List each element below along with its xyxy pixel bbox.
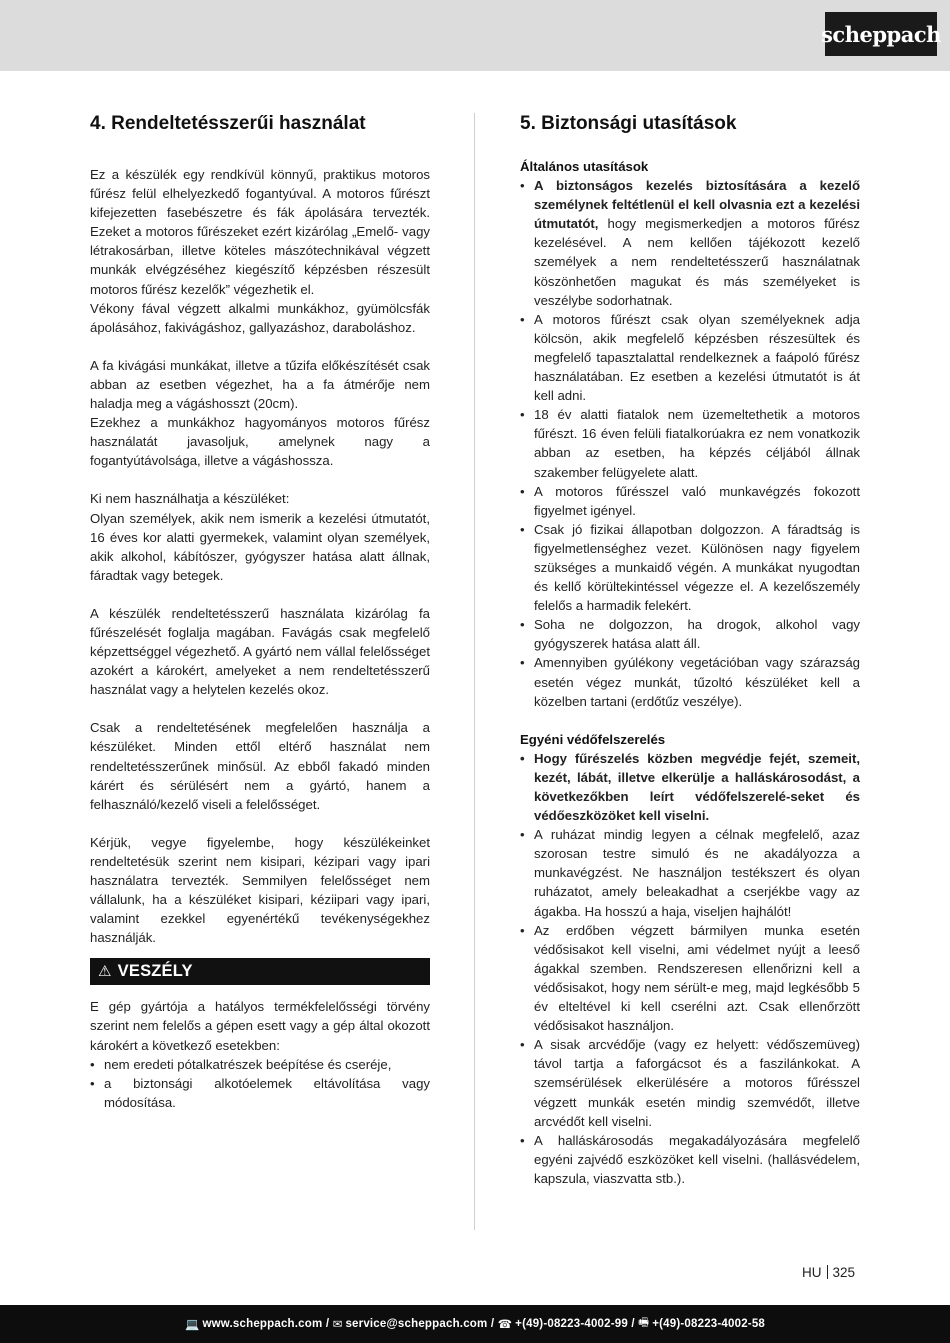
list-item: • Az erdőben végzett bármilyen munka esetén védősisakot kell viselni, ami védelmet nyújt a leeső ágakkal szemben. Rendszeresen ellenőrizni kell a védősisakot, hogy nem sérült-e meg, majd legkésőbb 5 év elteltével ki kell cserélni azt. Csak ellenőrzött védősisakot használjon. [520, 921, 860, 1036]
footer-phone: +(49)-08223-4002-99 [515, 1318, 628, 1330]
footer-web: www.scheppach.com [202, 1318, 323, 1330]
header-bar [0, 0, 950, 71]
list-item: • Soha ne dolgozzon, ha drogok, alkohol vagy gyógyszerek hatása alatt áll. [520, 615, 860, 653]
subheading-ppe: Egyéni védőfelszerelés [520, 731, 666, 747]
footer-bar [0, 1305, 950, 1343]
list-item: • Csak jó fizikai állapotban dolgozzon. A fáradtság is figyelmetlenséghez vezet. Különösen nagy figyelem szükséges a munkaidő végén. A munkákat nyugodtan és kellő körültekintéssel végezze el. A kezelőszemély felelős a harmadik felekért. [520, 520, 860, 615]
lead-bold: A biztonságos kezelés biztosítására a kezelő személynek feltétlenül el kell olvasnia ezt a kezelési útmutatót, [534, 178, 860, 232]
list-item: • A halláskárosodás megakadályozására megfelelő egyéni zajvédő eszközöket kell viselni. (hallásvédelem, kapszula, viaszvatta stb.). [520, 1131, 860, 1188]
footer-separator: / [322, 1318, 333, 1330]
email-icon: ✉ [332, 1319, 343, 1331]
paragraph: A készülék rendeltetésszerű használata kizárólag fa fűrészelését foglalja magában. Favágás csak megfelelő képzettséggel végezhető. A gyártó nem vállal felelősséget azokért a károkért, amelyeket a nem rendeltetésszerű használat vagy a helytelen kezelés okoz. [90, 605, 430, 698]
list-item: • Hogy fűrészelés közben megvédje fejét, szemeit, kezét, lábát, illetve elkerülje a halláskárosodást, a következőkben leírt védőfelszerelé-seket és védőeszközöket kell viselni. [520, 749, 860, 825]
footer-separator: / [627, 1318, 639, 1330]
ppe-list [520, 749, 860, 1188]
scheppach-logo: scheppach [825, 12, 937, 56]
list-item: • A ruházat mindig legyen a célnak megfelelő, azaz szorosan testre simuló és ne akadályozza a munkavégzést. Ne használjon testékszert és olyan ruházatot, amely beleakadhat a cserjékbe vagy az ágakba. Ha hosszú a haja, viseljen hajhálót! [520, 825, 860, 920]
language-code: HU [802, 1265, 822, 1280]
fax-icon: 🖷 [638, 1316, 650, 1329]
column-divider [474, 113, 475, 1230]
section-title-intended-use: 4. Rendeltetésszerűi használat [90, 113, 366, 134]
left-column [90, 112, 430, 1112]
subheading-general: Általános utasítások [520, 159, 649, 174]
warning-triangle-icon: ⚠ [98, 963, 112, 981]
list-item: • Amennyiben gyúlékony vegetációban vagy szárazság esetén végez munkát, tűzoltó készüléket kell a közelben tartani (erdőtűz veszélye). [520, 653, 860, 710]
page-number [802, 1265, 855, 1280]
list-item [520, 176, 860, 310]
footer-fax: +(49)-08223-4002-58 [652, 1318, 766, 1330]
paragraph: Ezekhez a munkákhoz hagyományos motoros fűrész használatát javasoljuk, amelynek nagy a fogantyútávolsága, illetve a vágáshossza. [90, 415, 430, 469]
paragraph: Olyan személyek, akik nem ismerik a kezelési útmutatót, 16 éves kor alatti gyermekek, valamint olyan személyek, akik alkohol, kábítószer, gyógyszer hatása alatt állnak, fáradtak vagy betegek. [90, 510, 430, 583]
danger-text: E gép gyártója a hatályos termékfelelősségi törvény szerint nem felelős a gépen esett vagy a gép által okozott károkért a következő esetekben: [90, 999, 430, 1053]
lead-rest: hogy megismerkedjen a motoros fűrész kezelésével. A nem kellően tájékozott kezelő személyek a nem rendeltetésszerű használatnak köszönhetően magukat és más személyeket is veszélybe sodorhatnak. [534, 216, 860, 308]
danger-banner [90, 958, 430, 985]
paragraph: Csak a rendeltetésének megfelelően használja a készüléket. Minden ettől eltérő használat nem rendeltetésszerűnek minősül. Az ebből fakadó minden kárért és sérülésért nem a gyártó, hanem a felhasználó/kezelő viseli a felelősséget. [90, 720, 430, 812]
list-item: • A motoros fűrészt csak olyan személyeknek adja kölcsön, akik megfelelő képzésben részesültek és megfelelő tapasztalattal rendelkeznek a faápoló fűrész használatában. Ez esetben a kezelési útmutatót is át kell adni. [520, 310, 860, 405]
phone-icon: ☎ [497, 1319, 513, 1331]
danger-list [90, 1055, 430, 1112]
list-item: • a biztonsági alkotóelemek eltávolítása vagy módosítása. [90, 1074, 430, 1112]
footer-separator: / [487, 1318, 498, 1330]
page-number-value: 325 [832, 1265, 856, 1280]
section-title-safety: 5. Biztonsági utasítások [520, 113, 737, 134]
list-item: • nem eredeti pótalkatrészek beépítése és cseréje, [90, 1055, 430, 1074]
footer-email: service@scheppach.com [345, 1318, 488, 1330]
paragraph: Kérjük, vegye figyelembe, hogy készülékeinket rendeltetésük szerint nem kisipari, kézipari vagy ipari használatra tervezték. Semmilyen felelősséget nem vállalunk, ha a készüléket kisipari, kéziipari vagy ipari, valamint ezekkel egyenértékű tevékenységekhez használják. [90, 834, 430, 946]
right-column [520, 112, 860, 1188]
list-item: • 18 év alatti fiatalok nem üzemeltethetik a motoros fűrészt. 16 éven felüli fiatalkorúakra ez nem vonatkozik abban az esetben, ha képzés céljából állnak szakember felügyelete alatt. [520, 405, 860, 481]
paragraph: Vékony fával végzett alkalmi munkákhoz, gyümölcsfák ápolásához, fakivágáshoz, gallyazáshoz, daraboláshoz. [90, 300, 430, 335]
paragraph: Ki nem használhatja a készüléket: [90, 491, 290, 507]
paragraph: Ez a készülék egy rendkívül könnyű, praktikus motoros fűrész felül elhelyezkedő fogantyúval. A motoros fűrészt kifejezetten fasebészetre és fák ápolására tervezték. Ezeket a motoros fűrészeket ezért kizárólag „Emelő- vagy létrakosárban, illetve köteles mászótechnikával végzett munkák elvégzéséhez kiegészítő képzésben részesült motoros fűrész kezelők” végezhetik el. [90, 167, 430, 297]
general-list [520, 176, 860, 711]
danger-label: VESZÉLY [117, 962, 193, 981]
paragraph: A fa kivágási munkákat, illetve a tűzifa előkészítését csak abban az esetben végezhet, ha a fa átmérője nem haladja meg a vágáshosszt (20cm). [90, 357, 430, 412]
list-item: • A motoros fűrésszel való munkavégzés fokozott figyelmet igényel. [520, 482, 860, 520]
list-item: • A sisak arcvédője (vagy ez helyett: védőszemüveg) távol tartja a faforgácsot és a faszilánkokat. A szemsérülések elkerülésére a motoros fűrésszel végzett munkák esetén mindig szemvédőt, illetve arcvédőt kell viselni. [520, 1035, 860, 1130]
computer-icon: 💻 [184, 1319, 200, 1331]
